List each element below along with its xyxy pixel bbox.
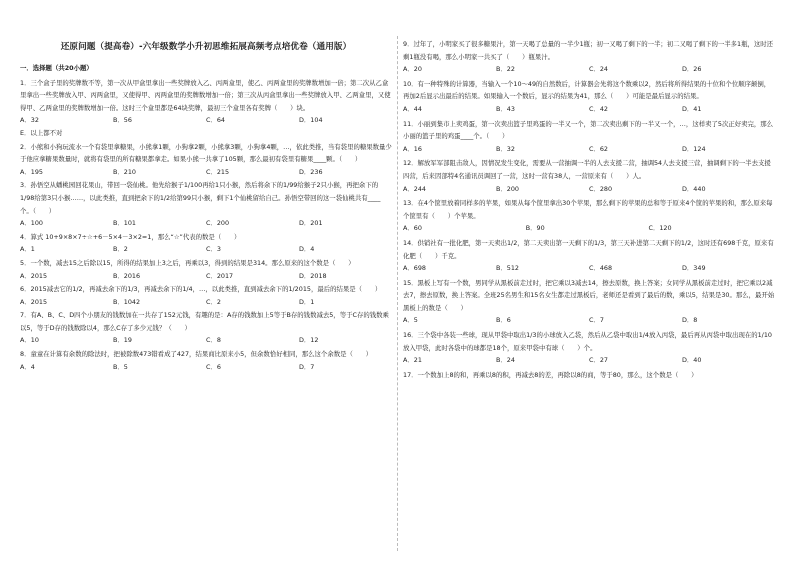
section-heading: 一．选择题（共20小题） <box>20 64 93 72</box>
question-16: 16．三个袋中各装一些球，现从甲袋中取出1/3的小球放入乙袋，然后从乙袋中取出1/4放入丙袋，最后再从丙袋中取出现在的1/10放入甲袋，此时各袋中的球都是18个，原来甲袋中有球（ ）个。 A．21 B．24 C．27 D．40 <box>403 331 772 365</box>
column-divider <box>397 36 398 551</box>
question-12: 12．解放军军部阻击敌人，因情况发生变化，需要从一营抽调一半的人去支援二营，抽调54人去支援三营，抽调剩下的一半去支援四营，后来因部特4名通讯员调回了一营，这时一营有38人，一营原来有（ ）人。 A．244 B．200 C．280 D．440 <box>403 159 771 193</box>
question-10: 10．有一种特殊的计算器，当输入一个10～49的自然数后，计算器会先将这个数乘以2，然后将所得结果的十位和个位顺序颠倒，再加2后显示出最后的结果。如果输入一个数后，显示的结果为41，那么（ ）可能是最后显示的结果。 A．44 B．43 C．42 D．41 <box>403 79 771 113</box>
left-column <box>20 38 392 374</box>
right-column <box>403 38 775 383</box>
document-title: 还原问题（提高卷）-六年级数学小升初思维拓展高频考点培优卷（通用版） <box>60 42 352 52</box>
question-17: 17．一个数加上8的和，再乘以8的积，再减去8的差，再除以8的商，等于80，那么，这个数是（ ） <box>403 370 698 379</box>
question-15: 15．黑板上写有一个数，男同学从黑板前走过时，把它乘以3减去14，擦去原数，换上答案；女同学从黑板前走过时，把它乘以2减去7，擦去原数，换上答案。全班25名男生和15名女生都走过黑板后，老师还是看到了最后的数，乘以5，结果是30。那么，最开始黑板上的数是（ ） A．5 B．6 C．7 D．8 <box>403 278 775 325</box>
question-11: 11．小丽到集市上卖鸡蛋，第一次卖出篮子里鸡蛋的一半又一个，第二次卖出剩下的一半又一个，…，这样卖了5次正好卖完，那么小丽的篮子里的鸡蛋____个。（ ） A．16 B．32 C．62 D．124 <box>403 119 774 153</box>
question-8: 8．童童在计算有余数的除法时，把被除数473错看成了427，结果商比原来小5，但余数恰好相同，那么这个余数是（ ） A．4 B．5 C．6 D．7 <box>20 350 373 371</box>
question-14: 14．供销社有一批化肥，第一天卖出1/2，第二天卖出第一天剩下的1/3，第三天补进第二天剩下的1/2，这时还有698千克，原来有化肥（ ）千克。 A．698 B．512 C．468 D．349 <box>403 238 774 273</box>
question-6: 6．2015减去它的1/2，再减去余下的1/3，再减去余下的1/4，…，以此类推，直到减去余下的1/2015，最后的结果是（ ） A．2015 B．1042 C．2 D．1 <box>20 285 382 306</box>
question-1: 1．三个盒子里的奖牌数不等，第一次从甲盒里拿出一些奖牌放入乙、丙两盒里，使乙、丙两盒里的奖牌数增加一倍；第二次从乙盒里拿出一些奖牌放入甲、丙两盒里，又使得甲、丙两盒里的奖牌数增加一倍；第三次从丙盒里拿出一些奖牌放入甲、乙两盒里，又使得甲、乙两盒里的奖牌数增加一倍。这时三个盒里都是64块奖牌，最初三个盒里各有奖牌（ ）块。 A．32 B．56 C．64 D．104 E．以上都不对 <box>20 78 391 137</box>
question-5: 5．一个数，减去15之后除以15，所得的结果加上3之后，再乘以3，得到的结果是314。那么原来的这个数是（ ） A．2015 B．2016 C．2017 D．2018 <box>20 258 355 280</box>
question-3: 3．孙悟空从蟠桃园回花果山，带回一袋仙桃。他先给猴子1/100再给1只小猴，然后将余下的1/99给猴子2只小猴，再把余下的1/98给第3只小猴……，以此类推，直到把余下的1/2给第99只小猴，剩下1个仙桃留给自己。孙悟空带回的这一袋仙桃共有____个。（ ） A．100 B．101 C．200 D．201 <box>20 181 381 228</box>
question-9: 9．过年了，小明家买了很多糖果汁，第一天喝了总量的一半少1瓶；初一又喝了剩下的一半；初二又喝了剩下的一半多1瓶，这时还剩1瓶没有喝，那么小明家一共买了（ ）瓶果汁。 A．20 B．22 C．24 D．26 <box>403 40 774 74</box>
question-2: 2．小熊和小狗玩流水一个有袋里拿糖果，小熊拿1颗，小狗拿2颗，小熊拿3颗，小狗拿4颗，…，依此类推，当有袋里的糖果数量少于他应拿糖果数量时，就将有袋里的所有糖果都拿走。如果小熊一共拿了105颗，那么最初有袋里有糖果____颗。（ ） A．195 B．210 C．215 D．236 <box>20 142 392 176</box>
question-13: 13．在4个筐里放着同样多的苹果，如果从每个筐里拿出30个苹果，那么剩下的苹果的总和等于原来4个筐的苹果的和，那么原来每个筐里有（ ）个苹果。 A．60 B．90 C．120 <box>403 199 773 233</box>
question-4: 4．算式 10+9×8×7÷☆+6－5×4－3×2=1，那么“☆”代表的数是（ ） A．1 B．2 C．3 D．4 <box>20 232 315 254</box>
question-7: 7．有A、B、C、D四个小朋友的钱数加在一共存了152元钱，有趣的是：A存的钱数加上5等于B存的钱数减去5，等于C存的钱数乘以5，等于D存的钱数除以4，那么C存了多少元钱？（ ） A．10 B．19 C．8 D．12 <box>20 311 389 345</box>
